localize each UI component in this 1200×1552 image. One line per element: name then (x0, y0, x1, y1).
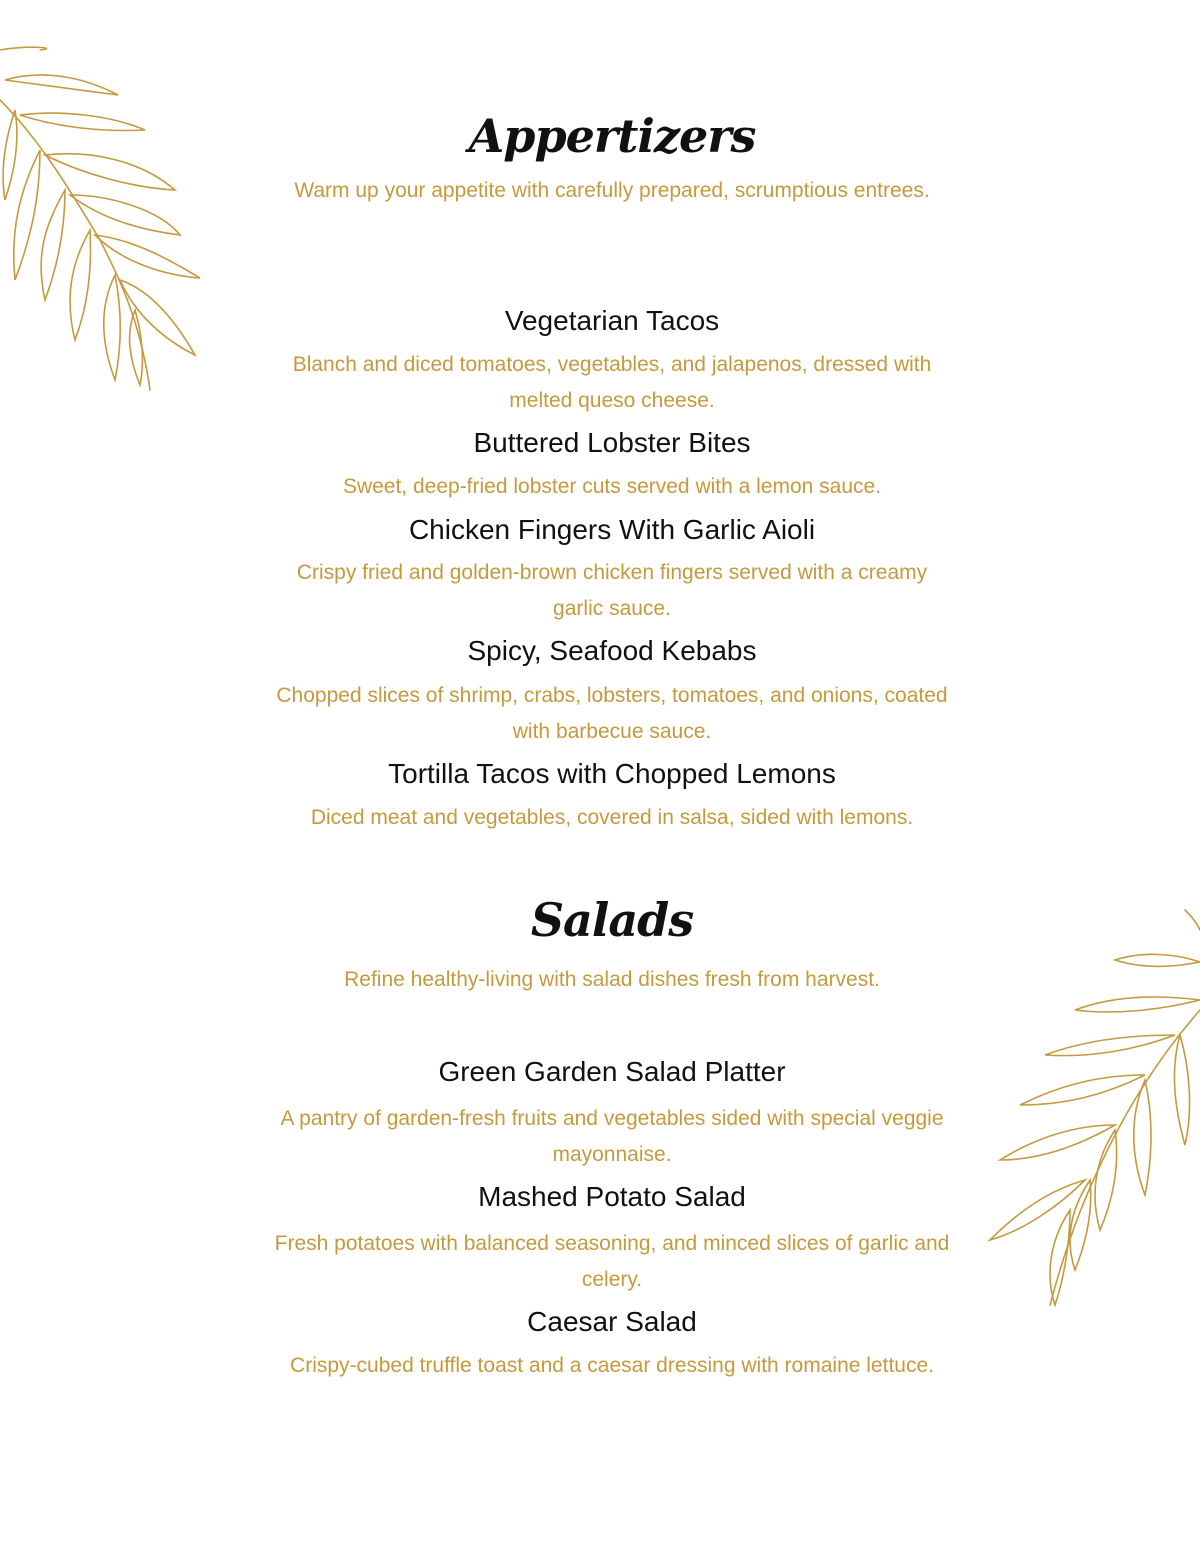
section-intro-appetizers: Warm up your appetite with carefully prepared, scrumptious entrees. (294, 179, 930, 202)
menu-item-description: Crispy fried and golden-brown chicken fingers served with a creamy garlic sauce. (296, 561, 928, 620)
menu-item-description: Blanch and diced tomatoes, vegetables, and jalapenos, dressed with melted queso cheese. (292, 353, 932, 412)
menu-item-name: Tortilla Tacos with Chopped Lemons (388, 758, 836, 789)
section-title-appetizers: Appertizers (468, 109, 756, 163)
palm-leaf-icon (0, 40, 220, 400)
menu-item-name: Green Garden Salad Platter (438, 1056, 786, 1087)
menu-item-name: Buttered Lobster Bites (473, 427, 751, 458)
menu-item-description: Crispy-cubed truffle toast and a caesar dressing with romaine lettuce. (290, 1354, 934, 1377)
menu-item-description: Chopped slices of shrimp, crabs, lobsters, tomatoes, and onions, coated with barbecue sauce. (276, 684, 948, 743)
section-intro-salads: Refine healthy-living with salad dishes fresh from harvest. (344, 968, 880, 991)
menu-item-name: Vegetarian Tacos (504, 305, 720, 336)
menu-item-name: Spicy, Seafood Kebabs (467, 635, 757, 666)
menu-item-name: Caesar Salad (527, 1306, 697, 1337)
menu-item-description: Diced meat and vegetables, covered in salsa, sided with lemons. (310, 806, 914, 829)
palm-leaf-icon (985, 910, 1200, 1320)
section-title-salads: Salads (530, 893, 694, 947)
menu-item-name: Mashed Potato Salad (478, 1181, 746, 1212)
menu-item-name: Chicken Fingers With Garlic Aioli (408, 514, 816, 545)
menu-item-description: Sweet, deep-fried lobster cuts served with a lemon sauce. (342, 475, 882, 498)
menu-item-description: A pantry of garden-fresh fruits and vegetables sided with special veggie mayonnaise. (280, 1107, 944, 1166)
menu-item-description: Fresh potatoes with balanced seasoning, and minced slices of garlic and celery. (274, 1232, 950, 1291)
